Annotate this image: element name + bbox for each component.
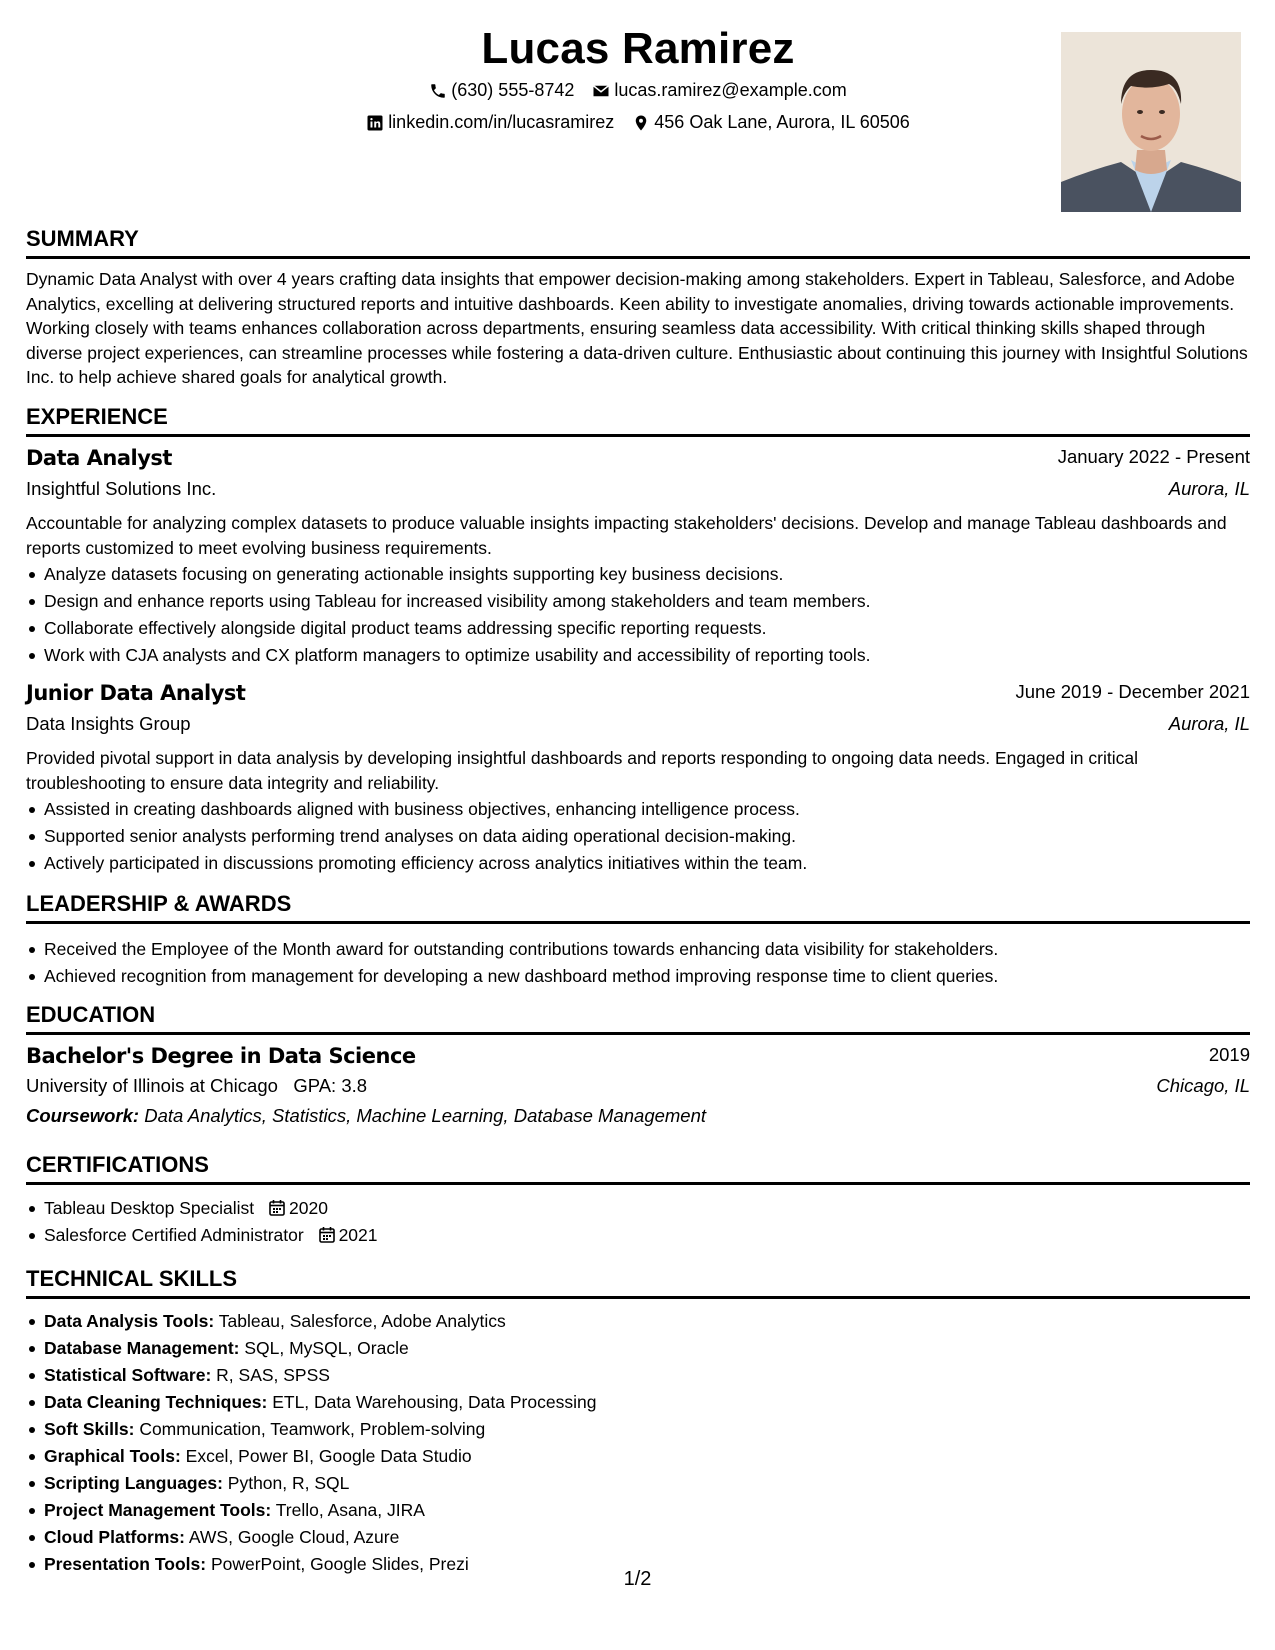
skill-label: Presentation Tools:: [44, 1554, 207, 1574]
job-1-location: Aurora, IL: [1168, 478, 1250, 499]
profile-photo: [1061, 32, 1241, 212]
job-2-location: Aurora, IL: [1168, 713, 1250, 734]
coursework-row: [26, 1105, 1250, 1127]
envelope-icon: [592, 82, 610, 100]
skill-label: Soft Skills:: [44, 1419, 135, 1439]
certification-name: Tableau Desktop Specialist: [44, 1198, 255, 1218]
email-text: lucas.ramirez@example.com: [614, 80, 847, 100]
school-name: University of Illinois at Chicago: [26, 1075, 278, 1096]
leadership-bullets: [26, 937, 1250, 991]
address-contact: [632, 112, 910, 133]
list-item: [26, 1444, 1250, 1471]
skill-value: Trello, Asana, JIRA: [275, 1500, 425, 1520]
map-pin-icon: [632, 114, 650, 132]
list-item: Collaborate effectively alongside digital product teams addressing specific reporting requests.: [26, 616, 1250, 643]
calendar-icon: [319, 1226, 335, 1243]
address-text: 456 Oak Lane, Aurora, IL 60506: [654, 112, 910, 132]
skill-label: Graphical Tools:: [44, 1446, 181, 1466]
skill-label: Data Cleaning Techniques:: [44, 1392, 268, 1412]
job-1-description: Accountable for analyzing complex datasets to produce valuable insights impacting stakeholders' decisions. Develop and manage Tableau dashboards and reports customized to meet evolving business requirements.: [26, 513, 1227, 558]
certifications-heading: CERTIFICATIONS: [26, 1152, 1250, 1185]
phone-text: (630) 555-8742: [451, 80, 575, 100]
school-info: [26, 1075, 367, 1097]
summary-text: Dynamic Data Analyst with over 4 years crafting data insights that empower decision-making among stakeholders. Expert in Tableau, Salesforce, and Adobe Analytics, excelling at delivering structured reports and intuitive dashboards. Keen ability to investigate anomalies, driving towards actionable improvements. Working closely with teams enhances collaboration across departments, ensuring seamless data accessibility. With critical thinking skills shaped through diverse project experiences, can streamline processes while fostering a data-driven culture. Enthusiastic about continuing this journey with Insightful Solutions Inc. to help achieve shared goals for analytical growth.: [26, 269, 1248, 387]
gpa: GPA: 3.8: [293, 1075, 368, 1096]
list-item: [26, 1309, 1250, 1336]
candidate-name: Lucas Ramirez: [481, 24, 795, 73]
job-1-company: Insightful Solutions Inc.: [26, 478, 217, 499]
linkedin-icon: [366, 114, 384, 132]
job-1-company-row: [26, 478, 1250, 500]
skill-label: Statistical Software:: [44, 1365, 212, 1385]
certification-year: 2020: [289, 1198, 328, 1218]
skill-label: Database Management:: [44, 1338, 240, 1358]
page-number: 1/2: [623, 1568, 652, 1590]
list-item: Received the Employee of the Month award for outstanding contributions towards enhancing data visibility for stakeholders.: [26, 937, 1250, 964]
skill-label: Cloud Platforms:: [44, 1527, 185, 1547]
certification-year: 2021: [338, 1225, 378, 1245]
job-2-dates: June 2019 - December 2021: [1015, 681, 1250, 702]
leadership-heading: LEADERSHIP & AWARDS: [26, 891, 1250, 924]
skill-value: Excel, Power BI, Google Data Studio: [185, 1446, 472, 1466]
email-contact[interactable]: [592, 80, 846, 101]
certification-name: Salesforce Certified Administrator: [44, 1225, 304, 1245]
list-item: [26, 1417, 1250, 1444]
list-item: Supported senior analysts performing trend analyses on data aiding operational decision-making.: [26, 824, 1250, 851]
skill-value: Tableau, Salesforce, Adobe Analytics: [218, 1311, 506, 1331]
list-item: [26, 1525, 1250, 1552]
list-item: [26, 1390, 1250, 1417]
education-school-row: [26, 1075, 1250, 1097]
list-item: Design and enhance reports using Tableau for increased visibility among stakeholders and team members.: [26, 589, 1250, 616]
list-item: Actively participated in discussions promoting efficiency across analytics initiatives within the team.: [26, 851, 1250, 878]
job-1-title: Data Analyst: [26, 446, 172, 470]
job-2-description: Provided pivotal support in data analysis by developing insightful dashboards and reports responding to ongoing data needs. Engaged in critical troubleshooting to ensure data integrity and reliability.: [26, 748, 1138, 793]
skill-label: Project Management Tools:: [44, 1500, 272, 1520]
skill-value: Python, R, SQL: [227, 1473, 350, 1493]
job-1-dates: January 2022 - Present: [1057, 446, 1250, 467]
calendar-icon: [269, 1199, 285, 1216]
list-item: [26, 1196, 1250, 1223]
list-item: Achieved recognition from management for developing a new dashboard method improving response time to client queries.: [26, 964, 1250, 991]
job-1-bullets: [26, 562, 1250, 670]
list-item: Analyze datasets focusing on generating actionable insights supporting key business decisions.: [26, 562, 1250, 589]
phone-icon: [429, 82, 447, 100]
coursework-text: [26, 1105, 706, 1127]
resume-header: [26, 22, 1250, 212]
skills-list: [26, 1309, 1250, 1579]
skills-heading: TECHNICAL SKILLS: [26, 1266, 1250, 1299]
degree: Bachelor's Degree in Data Science: [26, 1044, 416, 1068]
experience-heading: EXPERIENCE: [26, 404, 1250, 437]
job-2-company: Data Insights Group: [26, 713, 191, 734]
graduation-year: 2019: [1208, 1044, 1250, 1065]
list-item: [26, 1223, 1250, 1250]
skill-label: Scripting Languages:: [44, 1473, 223, 1493]
skill-value: R, SAS, SPSS: [216, 1365, 330, 1385]
list-item: Assisted in creating dashboards aligned with business objectives, enhancing intelligence process.: [26, 797, 1250, 824]
list-item: [26, 1498, 1250, 1525]
linkedin-text: linkedin.com/in/lucasramirez: [388, 112, 615, 132]
job-2-bullets: [26, 797, 1250, 878]
school-location: Chicago, IL: [1156, 1075, 1250, 1096]
list-item: [26, 1336, 1250, 1363]
skill-value: SQL, MySQL, Oracle: [244, 1338, 409, 1358]
job-1-title-row: [26, 446, 1250, 470]
skill-value: ETL, Data Warehousing, Data Processing: [272, 1392, 597, 1412]
coursework-list: Data Analytics, Statistics, Machine Learning, Database Management: [144, 1105, 707, 1126]
skill-value: AWS, Google Cloud, Azure: [188, 1527, 400, 1547]
job-2-title-row: [26, 681, 1250, 705]
list-item: Work with CJA analysts and CX platform managers to optimize usability and accessibility of reporting tools.: [26, 643, 1250, 670]
linkedin-contact[interactable]: [366, 112, 614, 133]
education-heading: EDUCATION: [26, 1002, 1250, 1035]
skill-value: Communication, Teamwork, Problem-solving: [139, 1419, 486, 1439]
skill-value: PowerPoint, Google Slides, Prezi: [210, 1554, 469, 1574]
list-item: [26, 1363, 1250, 1390]
job-2-company-row: [26, 713, 1250, 735]
summary-heading: SUMMARY: [26, 226, 1250, 259]
coursework-label: Coursework:: [26, 1105, 140, 1126]
resume-page: [26, 0, 1250, 1650]
job-2-title: Junior Data Analyst: [26, 681, 246, 705]
education-degree-row: [26, 1044, 1250, 1068]
list-item: [26, 1471, 1250, 1498]
certifications-list: [26, 1196, 1250, 1250]
skill-label: Data Analysis Tools:: [44, 1311, 215, 1331]
phone-contact[interactable]: [429, 80, 574, 101]
